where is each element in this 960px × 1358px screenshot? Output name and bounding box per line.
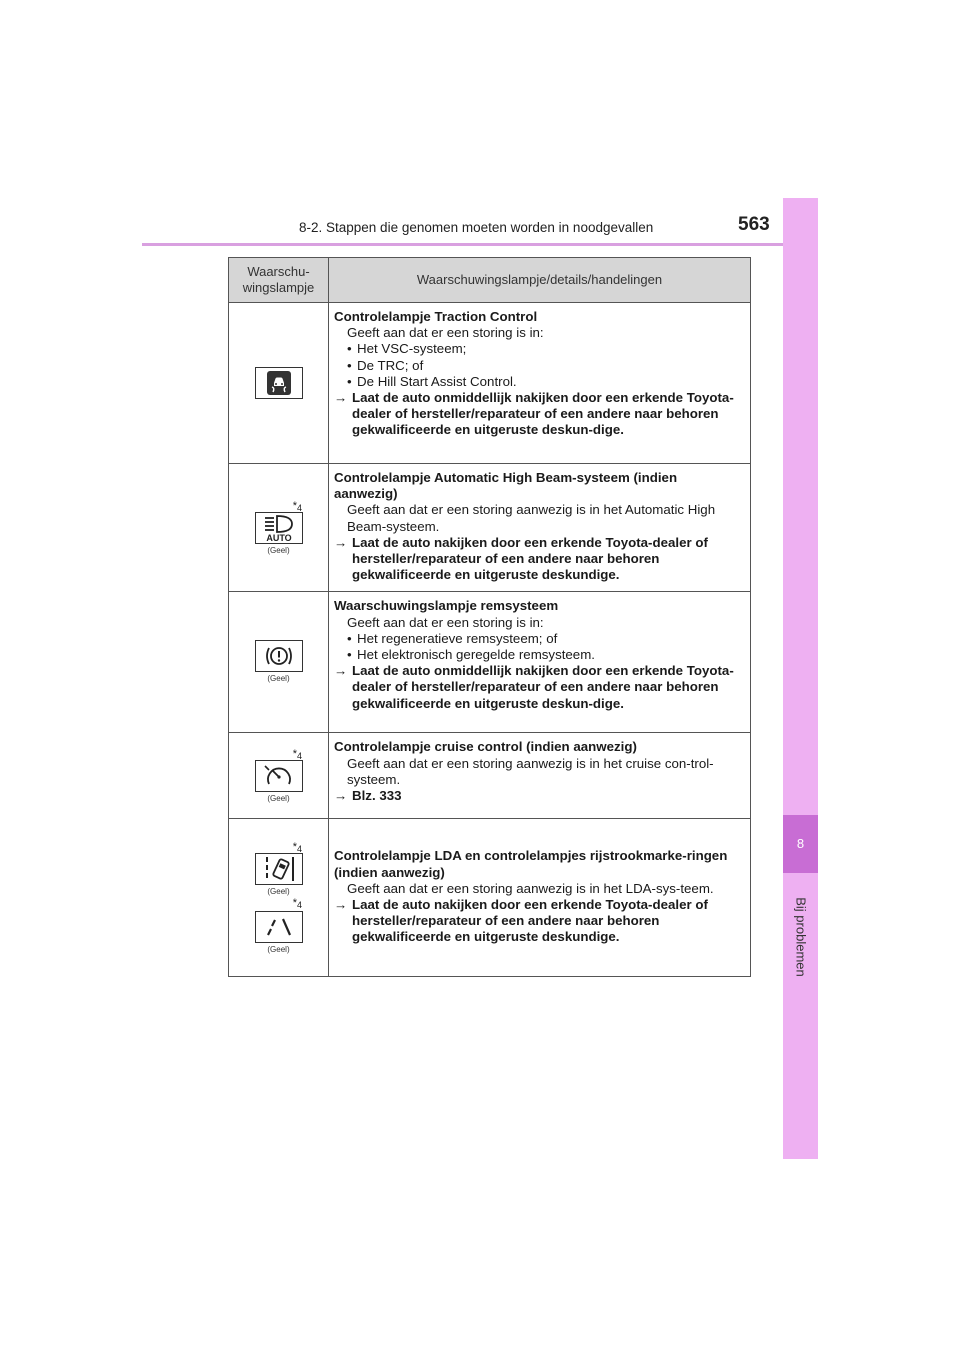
row-action xyxy=(334,390,744,439)
footnote-star: * xyxy=(292,896,297,909)
footnote-number: 4 xyxy=(296,899,302,910)
row-action xyxy=(334,788,744,804)
list-item-text: Het elektronisch geregelde remsysteem. xyxy=(357,647,595,663)
details-cell xyxy=(329,733,751,819)
row-description: Geeft aan dat er een storing aanwezig is in het cruise con-trol-systeem. xyxy=(347,755,714,787)
column-header-details: Waarschuwingslampje/details/handelingen xyxy=(329,258,751,303)
list-item-text: De Hill Start Assist Control. xyxy=(357,373,517,389)
row-action xyxy=(334,897,744,946)
chapter-number: 8 xyxy=(783,815,818,873)
footnote-number: 4 xyxy=(296,502,302,513)
bullet-symbol: • xyxy=(347,630,352,646)
arrow-icon: → xyxy=(334,788,348,804)
row-description: Geeft aan dat er een storing aanwezig is in het LDA-sys-teem. xyxy=(347,880,714,896)
bullet-symbol: • xyxy=(347,341,352,357)
list-item xyxy=(334,358,744,374)
list-item xyxy=(334,631,744,647)
row-action xyxy=(334,663,744,712)
icon-caption: (Geel) xyxy=(267,674,290,684)
list-item xyxy=(334,341,744,357)
footnote-marker xyxy=(229,748,328,760)
header-title: 8-2. Stappen die genomen moeten worden in noodgevallen xyxy=(299,220,654,235)
warning-lights-table xyxy=(228,257,751,977)
column-header-lamp-line1: Waarschu- xyxy=(247,264,310,279)
table-row xyxy=(229,303,751,464)
icon-cell xyxy=(229,464,329,592)
table-row xyxy=(229,733,751,819)
column-header-lamp-line2: wingslampje xyxy=(242,280,315,295)
details-cell xyxy=(329,592,751,733)
icon-caption: (Geel) xyxy=(267,545,290,555)
row-title: Waarschuwingslampje remsysteem xyxy=(334,598,559,614)
details-cell xyxy=(329,303,751,464)
row-description: Geeft aan dat er een storing is in: xyxy=(347,325,544,341)
row-title: Controlelampje cruise control (indien aanwezig) xyxy=(334,739,637,755)
brake-system-icon xyxy=(255,640,303,672)
row-action-text: Laat de auto onmiddellijk nakijken door een erkende Toyota-dealer of hersteller/reparateur of een andere naar behoren gekwalificeerde en uitgeruste deskun-dige. xyxy=(352,390,734,438)
icon-caption: (Geel) xyxy=(267,793,290,803)
list-item xyxy=(334,374,744,390)
icon-caption: (Geel) xyxy=(267,886,290,896)
row-title: Controlelampje LDA en controlelampjes rijstrookmarke-ringen (indien aanwezig) xyxy=(334,848,728,880)
arrow-icon: → xyxy=(334,663,348,679)
auto-label: AUTO xyxy=(265,532,292,542)
side-tab xyxy=(783,198,818,1159)
cruise-control-icon xyxy=(255,760,303,792)
footnote-marker xyxy=(229,897,328,909)
footnote-number: 4 xyxy=(296,843,302,854)
list-item xyxy=(334,647,744,663)
row-title: Controlelampje Automatic High Beam-systeem (indien aanwezig) xyxy=(334,470,678,502)
row-action xyxy=(334,535,744,584)
footnote-star: * xyxy=(292,499,297,512)
row-title: Controlelampje Traction Control xyxy=(334,309,538,324)
table-row xyxy=(229,464,751,592)
traction-control-icon xyxy=(255,367,303,399)
chapter-label xyxy=(792,882,810,992)
details-cell xyxy=(329,819,751,977)
bullet-symbol: • xyxy=(347,373,352,389)
arrow-icon: → xyxy=(334,534,348,550)
details-cell xyxy=(329,464,751,592)
lane-marking-icon xyxy=(255,911,303,943)
row-description: Geeft aan dat er een storing is in: xyxy=(347,614,544,630)
column-header-lamp xyxy=(229,258,329,303)
auto-high-beam-icon xyxy=(255,512,303,544)
footnote-number: 4 xyxy=(296,750,302,761)
bullet-symbol: • xyxy=(347,647,352,663)
icon-caption: (Geel) xyxy=(267,944,290,954)
row-description: Geeft aan dat er een storing aanwezig is in het Automatic High Beam-systeem. xyxy=(347,502,716,534)
list-item-text: De TRC; of xyxy=(357,357,424,373)
row-action-text: Blz. 333 xyxy=(352,788,402,804)
page-number: 563 xyxy=(738,214,770,235)
table-row xyxy=(229,819,751,977)
footnote-star: * xyxy=(292,747,297,760)
icon-cell xyxy=(229,819,329,977)
chapter-label-text: Bij problemen xyxy=(793,897,809,977)
bullet-symbol: • xyxy=(347,357,352,373)
row-action-text: Laat de auto nakijken door een erkende Toyota-dealer of hersteller/reparateur of een andere naar behoren gekwalificeerde en uitgeruste deskundige. xyxy=(352,896,708,945)
footnote-marker xyxy=(229,841,328,853)
lda-icon xyxy=(255,853,303,885)
table-row xyxy=(229,592,751,733)
arrow-icon: → xyxy=(334,390,348,406)
row-action-text: Laat de auto nakijken door een erkende Toyota-dealer of hersteller/reparateur of een andere naar behoren gekwalificeerde en uitgeruste deskundige. xyxy=(352,534,708,583)
table-header-row xyxy=(229,258,751,303)
arrow-icon: → xyxy=(334,896,348,912)
header-rule xyxy=(142,243,818,246)
footnote-star: * xyxy=(292,840,297,853)
icon-cell xyxy=(229,592,329,733)
list-item-text: Het regeneratieve remsysteem; of xyxy=(357,630,558,646)
icon-cell xyxy=(229,303,329,464)
list-item-text: Het VSC-systeem; xyxy=(357,341,467,357)
footnote-marker xyxy=(229,500,328,512)
row-action-text: Laat de auto onmiddellijk nakijken door een erkende Toyota-dealer of hersteller/reparateur of een andere naar behoren gekwalificeerde en uitgeruste deskun-dige. xyxy=(352,663,734,711)
icon-cell xyxy=(229,733,329,819)
